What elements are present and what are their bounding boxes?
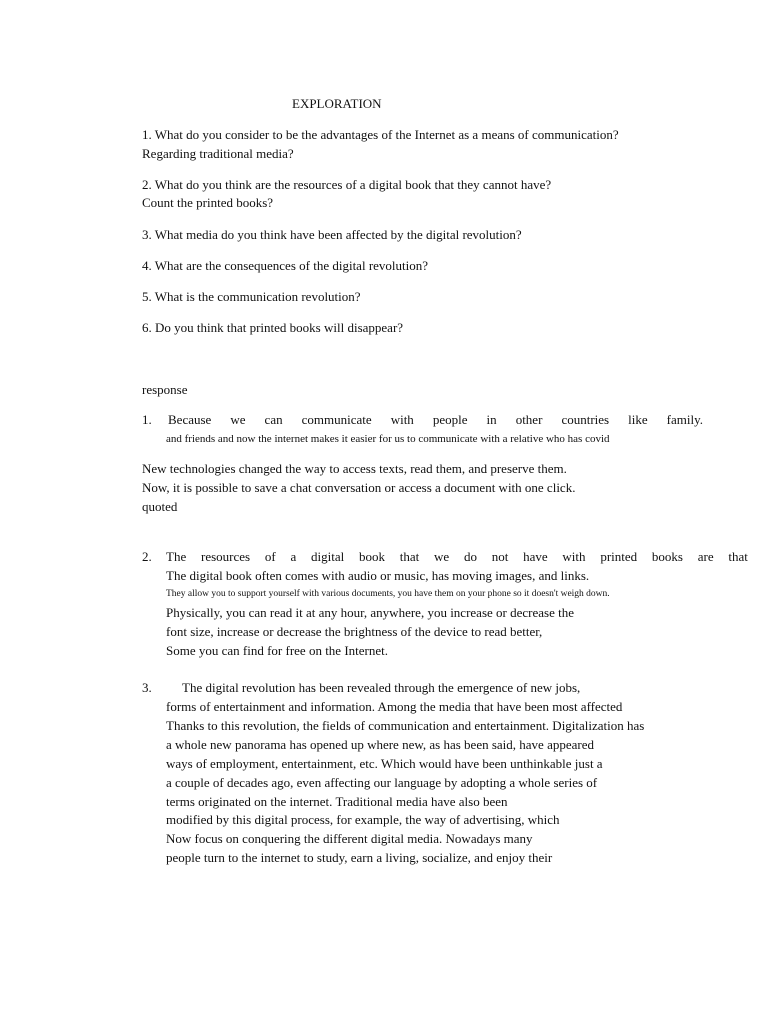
answer-3-number: 3. [142, 680, 152, 695]
response-label: response [142, 382, 188, 397]
word: that [399, 549, 420, 564]
answer-3-line: a couple of decades ago, even affecting our language by adopting a whole series of [166, 775, 598, 790]
word: with [390, 412, 414, 427]
word: other [515, 412, 543, 427]
word: that [728, 549, 748, 564]
question-4: 4. What are the consequences of the digital revolution? [142, 258, 429, 273]
answer-3-line: modified by this digital process, for example, the way of advertising, which [166, 812, 560, 827]
word: resources [200, 549, 251, 564]
question-1-continued: Regarding traditional media? [142, 146, 294, 161]
word: printed [600, 549, 638, 564]
answer-2-line: The digital book often comes with audio or music, has moving images, and links. [166, 568, 590, 583]
word: Because [168, 412, 212, 427]
word: of [264, 549, 276, 564]
answer-3-line: ways of employment, entertainment, etc. Which would have been unthinkable just a [166, 756, 603, 771]
answer-1-line: Now, it is possible to save a chat conversation or access a document with one click. [142, 480, 576, 495]
answer-2-line: font size, increase or decrease the brightness of the device to read better, [166, 624, 543, 639]
question-6: 6. Do you think that printed books will disappear? [142, 320, 404, 335]
answer-3-line: people turn to the internet to study, earn a living, socialize, and enjoy their [166, 850, 553, 865]
question-2: 2. What do you think are the resources of a digital book that they cannot have? [142, 177, 552, 192]
word: a [290, 549, 297, 564]
word: book [358, 549, 385, 564]
answer-2-line: Physically, you can read it at any hour, anywhere, you increase or decrease the [166, 605, 574, 620]
word: have [523, 549, 548, 564]
question-1: 1. What do you consider to be the advantages of the Internet as a means of communication? [142, 127, 619, 142]
answer-2-small-line: They allow you to support yourself with various documents, you have them on your phone so it doesn't weigh down. [166, 589, 610, 599]
word: communicate [301, 412, 372, 427]
answer-1-first-line [168, 412, 703, 428]
answer-1-small-line: and friends and now the internet makes it easier for us to communicate with a relative who has covid [166, 433, 610, 445]
answer-3-line: terms originated on the internet. Traditional media have also been [166, 794, 508, 809]
word: family. [666, 412, 703, 427]
answer-3-first-line: The digital revolution has been revealed through the emergence of new jobs, [182, 680, 581, 695]
answer-3-line: Now focus on conquering the different digital media. Nowadays many [166, 831, 533, 846]
word: in [486, 412, 497, 427]
answer-2-first-line [166, 549, 748, 565]
word: The [166, 549, 187, 564]
word: can [264, 412, 283, 427]
word: people [432, 412, 468, 427]
answer-3-line: forms of entertainment and information. Among the media that have been most affected [166, 699, 623, 714]
word: do [463, 549, 477, 564]
answer-2-number: 2. [142, 549, 152, 564]
word: not [491, 549, 509, 564]
word: are [697, 549, 714, 564]
word: we [230, 412, 246, 427]
word: with [562, 549, 586, 564]
word: we [434, 549, 450, 564]
word: like [628, 412, 648, 427]
answer-1-line: New technologies changed the way to access texts, read them, and preserve them. [142, 461, 567, 476]
answer-2-line: Some you can find for free on the Internet. [166, 643, 389, 658]
answer-3-line: a whole new panorama has opened up where new, as has been said, have appeared [166, 737, 594, 752]
answer-1-number: 1. [142, 412, 152, 427]
question-3: 3. What media do you think have been affected by the digital revolution? [142, 227, 522, 242]
word: digital [311, 549, 345, 564]
page-title: EXPLORATION [292, 96, 382, 111]
answer-1-line: quoted [142, 499, 178, 514]
answer-3-line: Thanks to this revolution, the fields of communication and entertainment. Digitalization has [166, 718, 645, 733]
question-5: 5. What is the communication revolution? [142, 289, 361, 304]
question-2-continued: Count the printed books? [142, 195, 274, 210]
word: books [651, 549, 683, 564]
word: countries [561, 412, 610, 427]
